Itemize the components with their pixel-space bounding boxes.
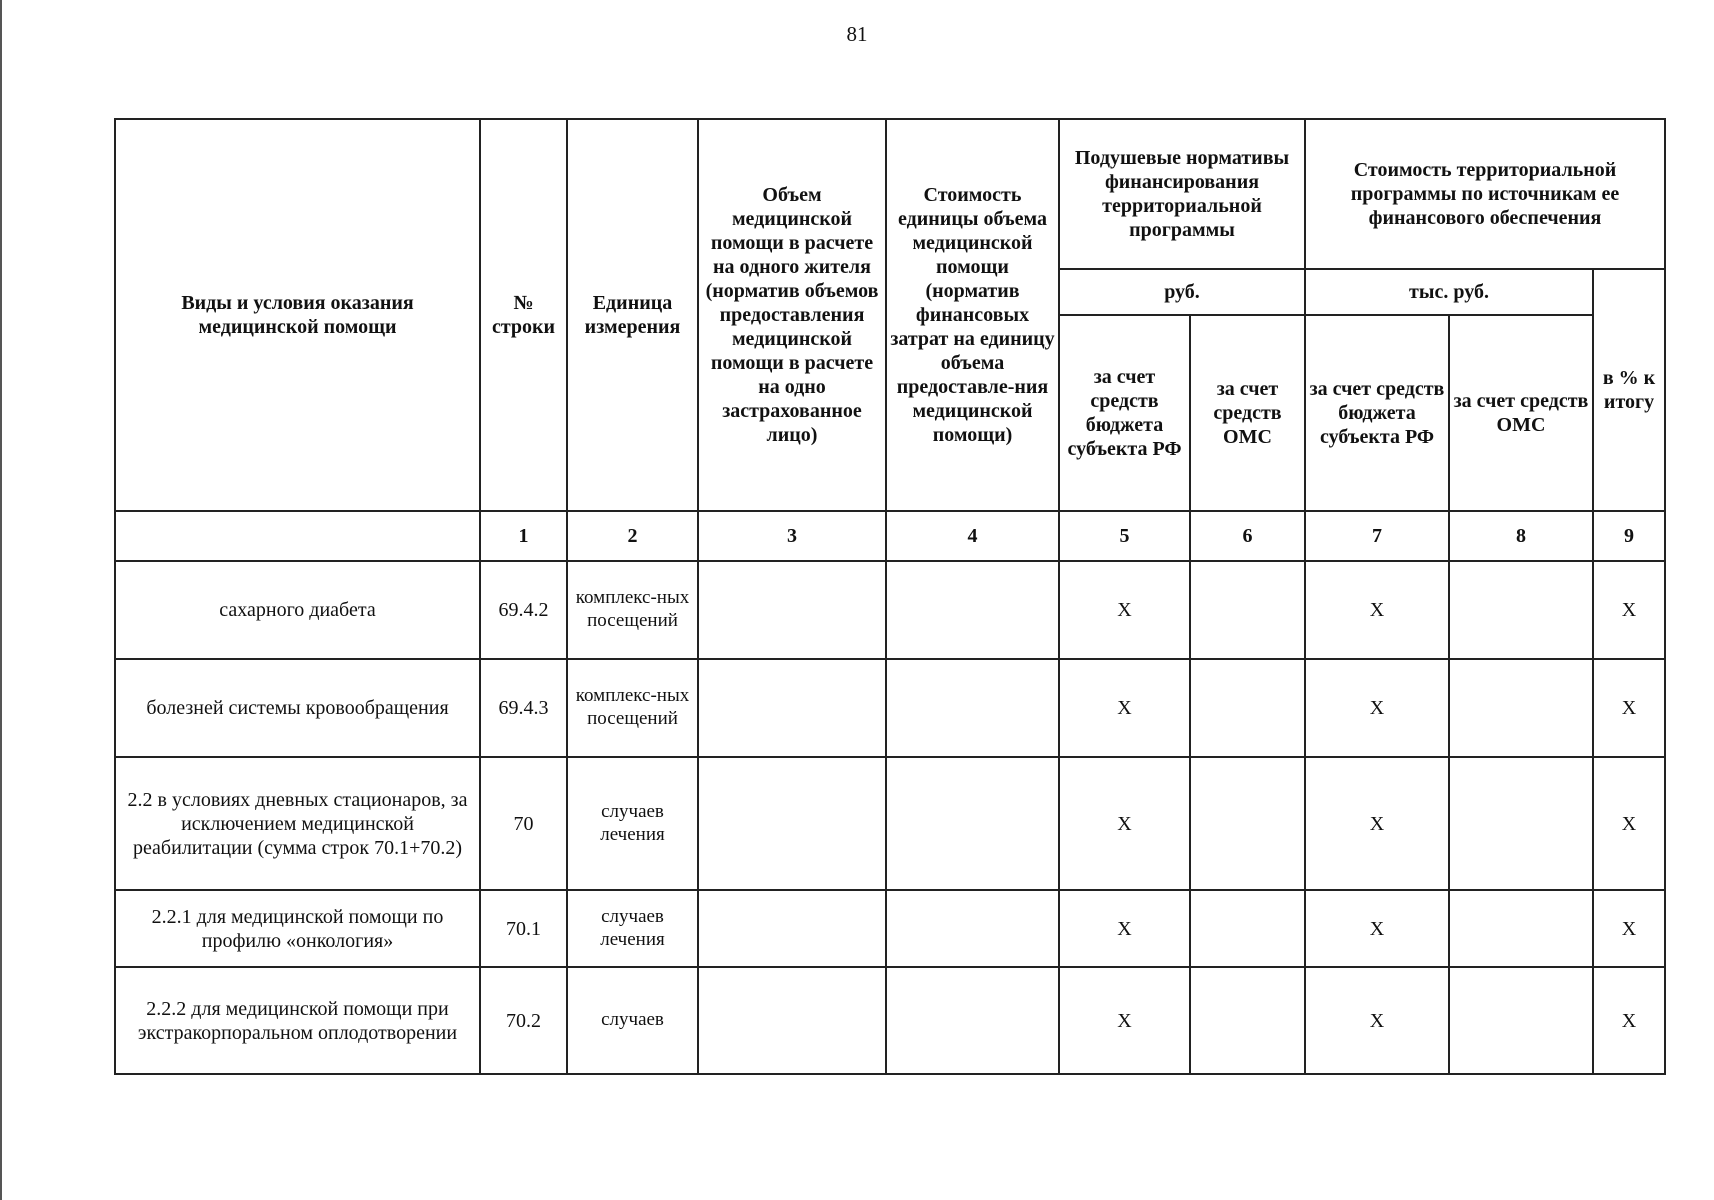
medical-care-table [114, 118, 1666, 1075]
budget-rf-cell: X [1059, 757, 1190, 890]
row-number-cell: 69.4.2 [480, 561, 567, 659]
column-number: 3 [698, 511, 886, 561]
program-budget-cell: X [1305, 757, 1449, 890]
care-type-cell: 2.2.2 для медицинской помощи при экстракорпоральном оплодотворении [115, 967, 480, 1074]
care-type-cell: 2.2 в условиях дневных стационаров, за исключением медицинской реабилитации (сумма строк 70.1+70.2) [115, 757, 480, 890]
volume-cell [698, 561, 886, 659]
column-number: 9 [1593, 511, 1665, 561]
program-budget-cell: X [1305, 890, 1449, 967]
oms-cell [1190, 757, 1305, 890]
column-number: 1 [480, 511, 567, 561]
page-number: 81 [846, 22, 868, 46]
table-row [115, 659, 1665, 757]
unit-cost-cell [886, 757, 1059, 890]
column-number: 4 [886, 511, 1059, 561]
unit-cell: случаев лечения [567, 757, 698, 890]
column-number: 8 [1449, 511, 1593, 561]
header-program-cost-group: Стоимость территориальной программы по источникам ее финансового обеспечения [1305, 119, 1665, 269]
unit-cell: комплекс-ных посещений [567, 659, 698, 757]
unit-cell: комплекс-ных посещений [567, 561, 698, 659]
care-type-cell: болезней системы кровообращения [115, 659, 480, 757]
budget-rf-cell: X [1059, 561, 1190, 659]
column-number-row [115, 511, 1665, 561]
header-percent: в % к итогу [1593, 269, 1665, 511]
header-unit-cost: Стоимость единицы объема медицинской помощи (норматив финансовых затрат на единицу объема предоставле-ния медицинской помощи) [886, 119, 1059, 511]
percent-cell: X [1593, 561, 1665, 659]
unit-cell: случаев [567, 967, 698, 1074]
header-unit: Единица измерения [567, 119, 698, 511]
percent-cell: X [1593, 659, 1665, 757]
program-oms-cell [1449, 757, 1593, 890]
column-number: 6 [1190, 511, 1305, 561]
table-row [115, 757, 1665, 890]
program-oms-cell [1449, 967, 1593, 1074]
oms-cell [1190, 659, 1305, 757]
percent-cell: X [1593, 890, 1665, 967]
header-oms-6: за счет средств ОМС [1190, 315, 1305, 511]
unit-cost-cell [886, 561, 1059, 659]
column-number [115, 511, 480, 561]
header-rub: руб. [1059, 269, 1305, 315]
oms-cell [1190, 561, 1305, 659]
program-oms-cell [1449, 561, 1593, 659]
unit-cost-cell [886, 659, 1059, 757]
row-number-cell: 70.1 [480, 890, 567, 967]
header-budget-rf-5: за счет средств бюджета субъекта РФ [1059, 315, 1190, 511]
table-row [115, 967, 1665, 1074]
volume-cell [698, 659, 886, 757]
volume-cell [698, 890, 886, 967]
program-budget-cell: X [1305, 561, 1449, 659]
volume-cell [698, 757, 886, 890]
care-type-cell: 2.2.1 для медицинской помощи по профилю «онкология» [115, 890, 480, 967]
row-number-cell: 69.4.3 [480, 659, 567, 757]
program-budget-cell: X [1305, 659, 1449, 757]
column-number: 7 [1305, 511, 1449, 561]
column-number: 2 [567, 511, 698, 561]
budget-rf-cell: X [1059, 967, 1190, 1074]
care-type-cell: сахарного диабета [115, 561, 480, 659]
column-number: 5 [1059, 511, 1190, 561]
header-care-type: Виды и условия оказания медицинской помощи [115, 119, 480, 511]
header-budget-rf-7: за счет средств бюджета субъекта РФ [1305, 315, 1449, 511]
percent-cell: X [1593, 967, 1665, 1074]
unit-cost-cell [886, 967, 1059, 1074]
header-oms-8: за счет средств ОМС [1449, 315, 1593, 511]
unit-cell: случаев лечения [567, 890, 698, 967]
oms-cell [1190, 967, 1305, 1074]
budget-rf-cell: X [1059, 659, 1190, 757]
program-oms-cell [1449, 659, 1593, 757]
program-oms-cell [1449, 890, 1593, 967]
header-thous-rub: тыс. руб. [1305, 269, 1593, 315]
row-number-cell: 70 [480, 757, 567, 890]
header-volume: Объем медицинской помощи в расчете на одного жителя (норматив объемов предоставления медицинской помощи в расчете на одно застрахованное лицо) [698, 119, 886, 511]
row-number-cell: 70.2 [480, 967, 567, 1074]
header-row-number: № строки [480, 119, 567, 511]
unit-cost-cell [886, 890, 1059, 967]
budget-rf-cell: X [1059, 890, 1190, 967]
header-per-capita-group: Подушевые нормативы финансирования территориальной программы [1059, 119, 1305, 269]
oms-cell [1190, 890, 1305, 967]
table-row [115, 890, 1665, 967]
table-row [115, 561, 1665, 659]
volume-cell [698, 967, 886, 1074]
program-budget-cell: X [1305, 967, 1449, 1074]
page-edge [0, 0, 2, 1200]
percent-cell: X [1593, 757, 1665, 890]
